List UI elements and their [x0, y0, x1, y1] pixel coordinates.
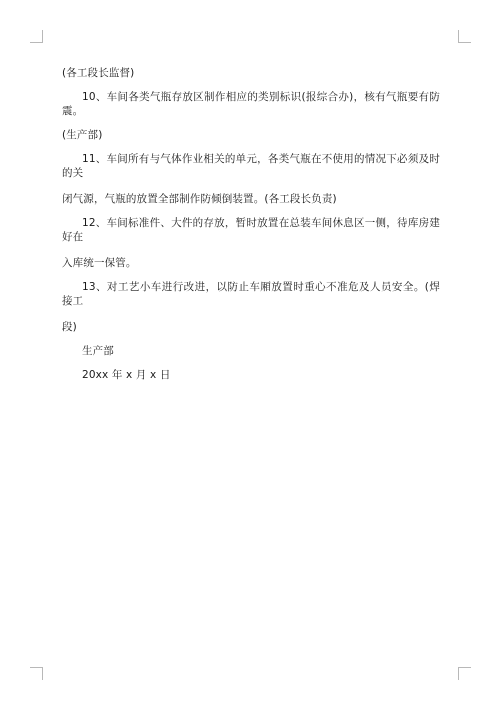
paragraph-line: 段): [62, 321, 77, 333]
paragraph-line: 11、车间所有与气体作业相关的单元，各类气瓶在不使用的情况下必须及时的关: [62, 153, 440, 179]
document-body: [62, 66, 440, 392]
paragraph-item-11: [62, 152, 440, 206]
corner-mark-bottom-right: [458, 667, 471, 680]
paragraph-line: 闭气源，气瓶的放置全部制作防倾倒装置。(各工段长负责): [62, 193, 337, 205]
paragraph-line: (各工段长监督): [62, 67, 135, 79]
paragraph-line: 20xx 年 x 月 x 日: [82, 369, 171, 381]
signature-date: [62, 368, 440, 382]
paragraph-production-note: [62, 128, 440, 142]
paragraph-item-12: [62, 216, 440, 270]
paragraph-line: (生产部): [62, 129, 103, 141]
paragraph-line: 10、车间各类气瓶存放区制作相应的类别标识(报综合办)，核有气瓶要有防震。: [62, 91, 440, 117]
corner-mark-bottom-left: [30, 667, 43, 680]
signature-department: [62, 344, 440, 358]
paragraph-supervision-note: [62, 66, 440, 80]
paragraph-line: 13、对工艺小车进行改进，以防止车厢放置时重心不准危及人员安全。(焊接工: [62, 281, 440, 307]
paragraph-line: 12、车间标准件、大件的存放，暂时放置在总装车间休息区一侧，待库房建好在: [62, 217, 440, 243]
paragraph-item-13: [62, 280, 440, 334]
corner-mark-top-right: [458, 30, 471, 43]
paragraph-item-10: [62, 90, 440, 118]
paragraph-line: 生产部: [82, 345, 114, 357]
corner-mark-top-left: [30, 30, 43, 43]
paragraph-line: 入库统一保管。: [62, 257, 137, 269]
